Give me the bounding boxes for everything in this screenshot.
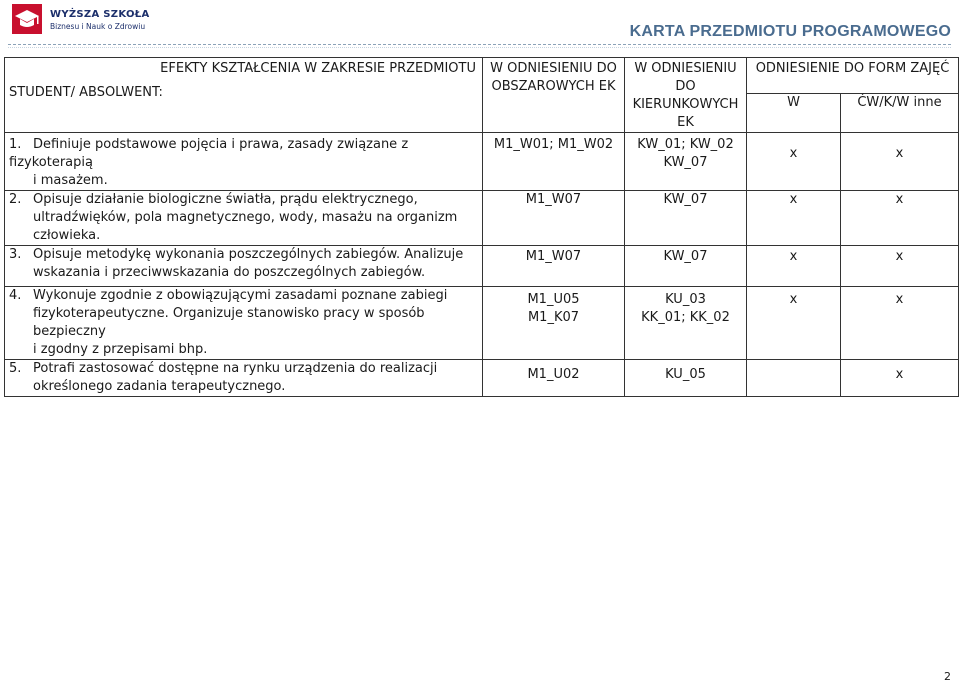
outcome-text-line: Wykonuje zgodnie z obowiązującymi zasadami poznane zabiegi: [33, 288, 448, 303]
obszar-cell: [483, 360, 625, 397]
kierunek-cell: [625, 287, 747, 360]
outcome-text-line: ultradźwięków, pola magnetycznego, wody, masażu na organizm: [33, 210, 458, 225]
outcome-description: [5, 246, 483, 287]
kierunek-code: KU_03: [665, 292, 706, 307]
outcome-text-line: fizykoterapeutyczne. Organizuje stanowisko pracy w sposób bezpieczny: [33, 306, 425, 339]
subheader-w: W: [747, 94, 841, 133]
form-w-cell: x: [747, 246, 841, 287]
outcome-text-line: określonego zadania terapeutycznego.: [33, 379, 286, 394]
obszar-cell: [483, 246, 625, 287]
outcome-description: [5, 191, 483, 246]
page-number: 2: [944, 670, 951, 683]
form-w-cell: x: [747, 287, 841, 360]
kierunek-code: KW_07: [663, 192, 708, 207]
form-w-cell: x: [747, 191, 841, 246]
outcome-number: 3.: [9, 247, 22, 262]
table-header-row: [5, 58, 959, 94]
obszar-cell: [483, 133, 625, 191]
school-logo: [12, 4, 150, 36]
document-title: KARTA PRZEDMIOTU PROGRAMOWEGO: [629, 23, 951, 40]
kierunek-cell: [625, 191, 747, 246]
outcome-text-line: Opisuje działanie biologiczne światła, prądu elektrycznego,: [33, 192, 418, 207]
efekty-header-cell: [5, 58, 483, 133]
learning-outcomes-table: [4, 57, 959, 397]
graduation-cap-logo-icon: [12, 4, 42, 34]
kierunek-code: KU_05: [665, 367, 706, 382]
kierunek-cell: [625, 133, 747, 191]
form-cw-cell: x: [841, 287, 959, 360]
form-w-cell: x: [747, 133, 841, 191]
obszar-code: M1_K07: [527, 310, 580, 325]
outcome-text-line: i masażem.: [33, 173, 108, 188]
outcome-number: 5.: [9, 361, 22, 376]
outcome-text-line: Opisuje metodykę wykonania poszczególnych zabiegów. Analizuje: [33, 247, 464, 262]
table-row: [5, 360, 959, 397]
obszar-header: W ODNIESIENIU DO OBSZAROWYCH EK: [483, 58, 625, 133]
outcome-text-line: Potrafi zastosować dostępne na rynku urządzenia do realizacji: [33, 361, 438, 376]
kierunek-code: KW_07: [663, 155, 708, 170]
kierunek-cell: [625, 246, 747, 287]
obszar-code: M1_W07: [525, 192, 582, 207]
table-row: [5, 133, 959, 191]
table-row: [5, 191, 959, 246]
obszar-cell: [483, 191, 625, 246]
outcome-text-line: człowieka.: [33, 228, 101, 243]
kierunek-code: KW_01; KW_02: [637, 137, 734, 152]
table-row: [5, 287, 959, 360]
table-row: [5, 246, 959, 287]
obszar-code: M1_U02: [527, 367, 580, 382]
form-cw-cell: x: [841, 246, 959, 287]
form-cw-cell: x: [841, 360, 959, 397]
kierunek-cell: [625, 360, 747, 397]
outcome-number: 4.: [9, 288, 22, 303]
outcome-description: [5, 360, 483, 397]
kierunek-code: KK_01; KK_02: [641, 310, 730, 325]
form-cw-cell: x: [841, 133, 959, 191]
outcome-description: [5, 287, 483, 360]
logo-line-2: Biznesu i Nauk o Zdrowiu: [50, 22, 146, 31]
obszar-code: M1_W07: [525, 249, 582, 264]
outcome-text-line: wskazania i przeciwwskazania do poszczególnych zabiegów.: [33, 265, 426, 280]
kierunek-header: W ODNIESIENIU DO KIERUNKOWYCH EK: [625, 58, 747, 133]
header-divider-secondary: [8, 47, 951, 48]
outcome-text-line: i zgodny z przepisami bhp.: [33, 342, 208, 357]
student-label: STUDENT/ ABSOLWENT:: [9, 85, 163, 100]
obszar-code: M1_U05: [527, 292, 580, 307]
form-w-cell: [747, 360, 841, 397]
header-divider: [8, 44, 951, 45]
outcome-number: 1.: [9, 137, 22, 152]
formy-header: ODNIESIENIE DO FORM ZAJĘĆ: [747, 58, 959, 94]
kierunek-code: KW_07: [663, 249, 708, 264]
outcome-number: 2.: [9, 192, 22, 207]
subheader-cw: ĆW/K/W inne: [841, 94, 959, 133]
obszar-code: M1_W01; M1_W02: [493, 137, 614, 152]
outcome-text-line: Definiuje podstawowe pojęcia i prawa, zasady związane z fizykoterapią: [9, 137, 409, 170]
outcome-description: [5, 133, 483, 191]
logo-line-1: WYŻSZA SZKOŁA: [50, 9, 150, 20]
obszar-cell: [483, 287, 625, 360]
form-cw-cell: x: [841, 191, 959, 246]
efekty-label: EFEKTY KSZTAŁCENIA W ZAKRESIE PRZEDMIOTU: [160, 61, 476, 76]
